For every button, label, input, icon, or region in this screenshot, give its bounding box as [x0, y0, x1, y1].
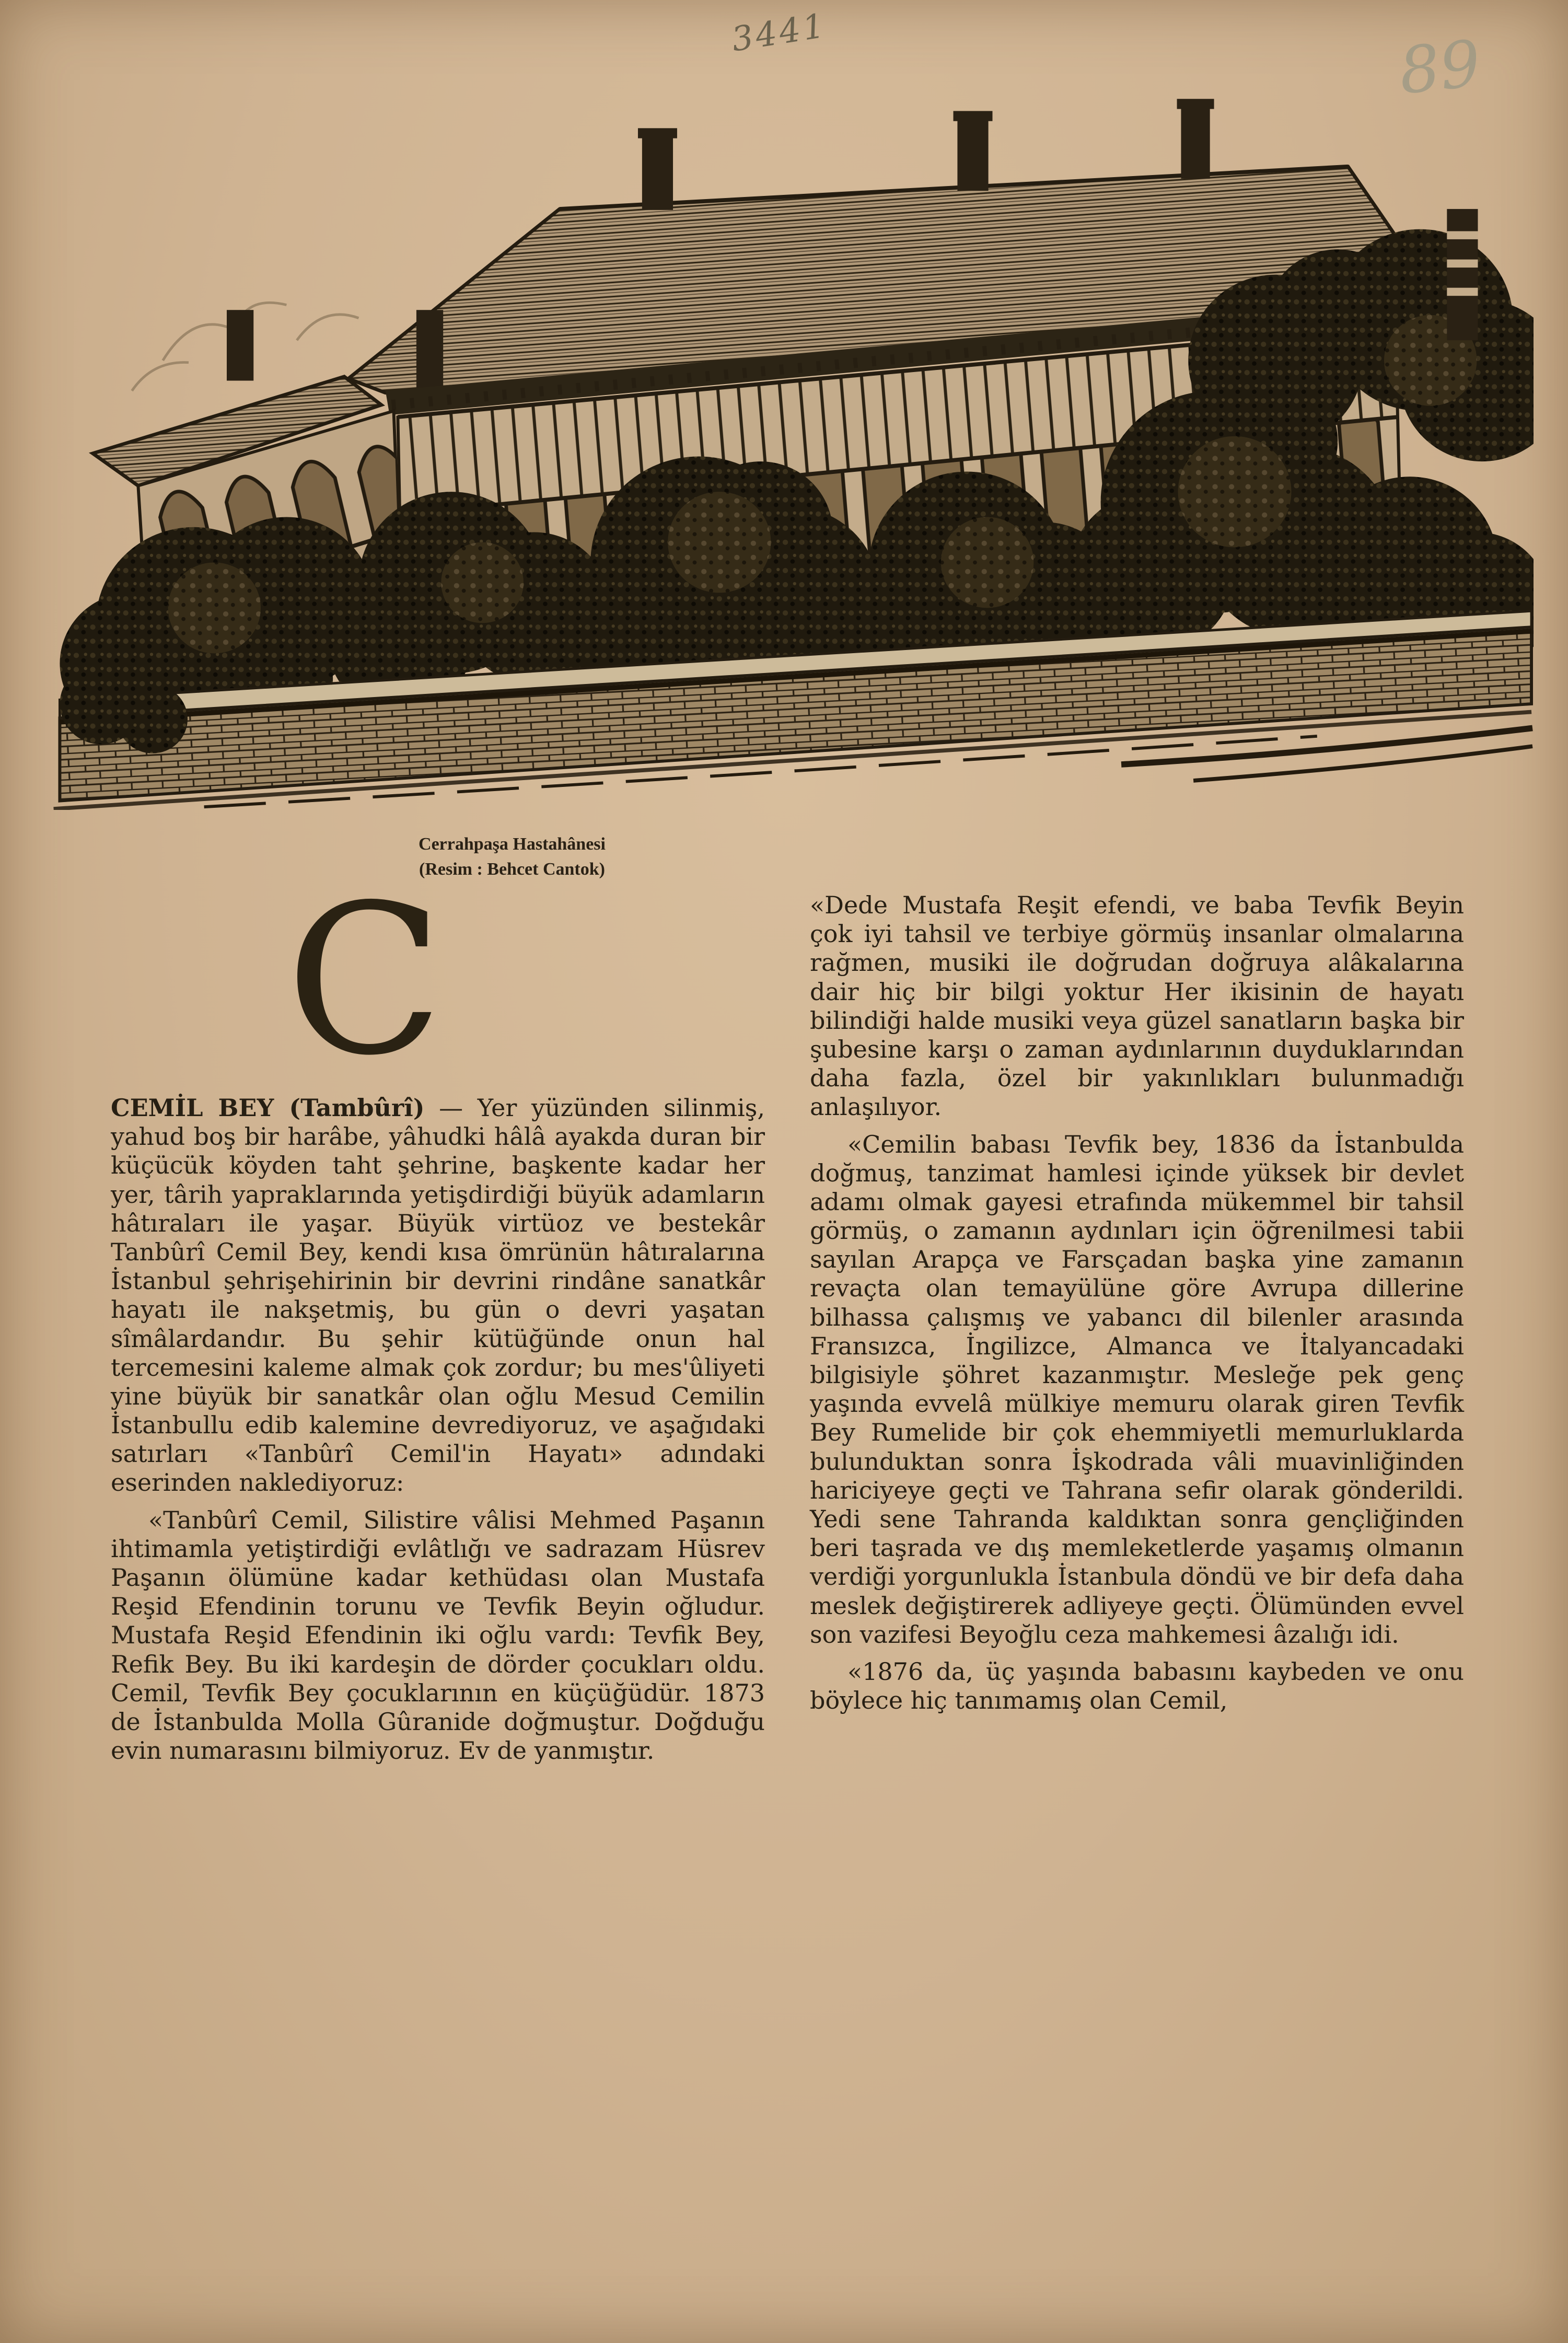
drop-initial: C	[285, 861, 444, 1101]
building-drawing	[39, 57, 1534, 810]
paragraph: «1876 da, üç yaşında babasını kaybeden ve onu böylece hiç tanımamış olan Cemil,	[810, 1657, 1464, 1715]
caption-credit: (Resim : Behcet Cantok)	[419, 859, 605, 879]
paragraph: «Dede Mustafa Reşit efendi, ve baba Tevfik Beyin çok iyi tahsil ve terbiye görmüş insanlar olmalarına rağmen, musiki ile doğrudan doğruya alâkalarına dair hiç bir bilgi yoktur Her ikisinin de hayatı bilindiği halde musiki veya güzel sanatların başka bir şubesine karşı o zaman aydınlarının duyduklarından daha fazla, özel bir yakınlıkları bulunmadığı anlaşılıyor.	[810, 891, 1464, 1121]
right-column	[810, 891, 1464, 1773]
paragraph: «Cemilin babası Tevfik bey, 1836 da İstanbulda doğmuş, tanzimat hamlesi içinde yüksek bir devlet adamı olmak gayesi etrafında mükemmel bir tahsil görmüş, o zamanın aydınları için öğrenilmesi tabii sayılan Arapça ve Farsçadan başka yine zamanın revaçta olan temayülüne göre Avrupa dillerine bilhassa çalışmış ve yabancı dil bilenler arasında Fransızca, İngilizce, Almanca ve İtalyancadaki bilgisiyle şöhret kazanmıştır. Mesleğe pek genç yaşında evvelâ mülkiye memuru olarak giren Tevfik Bey Rumelide bir çok ehemmiyetli memurluklarda bulunduktan sonra İşkodrada vâli muavinliğinden hariciyeye geçti ve Tahrana sefir olarak gönderildi. Yedi sene Tahranda kaldıktan sonra gençliğinden beri taşrada ve dış memleketlerde yaşamış olmanın verdiği yorgunlukla İstanbula döndü ve bir defa daha meslek değiştirerek adliyeye geçti. Ölümünden evvel son vazifesi Beyoğlu ceza mahkemesi âzalığı idi.	[810, 1130, 1464, 1649]
entry-heading: CEMİL BEY (Tambûrî)	[111, 1094, 425, 1122]
handwritten-page-number: 89	[1395, 26, 1484, 109]
paragraph	[111, 1094, 765, 1498]
entry-body: — Yer yüzünden silinmiş, yahud boş bir harâbe, yâhudki hâlâ ayakda duran bir küçücük köyden taht şehrine, başkente kadar her yer, târih yapraklarında yetişdirdiği büyük adamların hâtıraları ile yaşar. Büyük virtüoz ve bestekâr Tanbûrî Cemil Bey, kendi kısa ömrünün hâtıralarına İstanbul şehrişehirinin bir devrini rindâne sanatkâr hayatı ile nakşetmiş, bu gün o devri yaşatan sîmâlardandır. Bu şehir kütüğünde onun hal tercemesini kaleme almak çok zordur; bu mes'ûliyeti yine büyük bir sanatkâr olan oğlu Mesud Cemilin İstanbullu edib kalemine devrediyoruz, ve aşağıdaki satırları «Tanbûrî Cemil'in Hayatı» adındaki eserinden naklediyoruz:	[111, 1094, 765, 1497]
hospital-engraving	[39, 57, 1534, 810]
banded-chimney	[1447, 209, 1478, 340]
caption-title: Cerrahpaşa Hastahânesi	[419, 834, 606, 854]
handwritten-reference-number: 3441	[729, 6, 830, 60]
paragraph: «Tanbûrî Cemil, Silistire vâlisi Mehmed Paşanın ihtimamla yetiştirdiği evlâtlığı ve sadrazam Hüsrev Paşanın ölümüne kadar kethüdası olan Mustafa Reşid Efendinin torunu ve Tevfik Beyin oğludur. Mustafa Reşid Efendinin iki oğlu vardı: Tevfik Bey, Refik Bey. Bu iki kardeşin de dörder çocukları oldu. Cemil, Tevfik Bey çocuklarının en küçüğüdür. 1873 de İstanbulda Molla Gûranide doğmuştur. Doğduğu evin numarasını bilmiyoruz. Ev de yanmıştır.	[111, 1505, 765, 1765]
